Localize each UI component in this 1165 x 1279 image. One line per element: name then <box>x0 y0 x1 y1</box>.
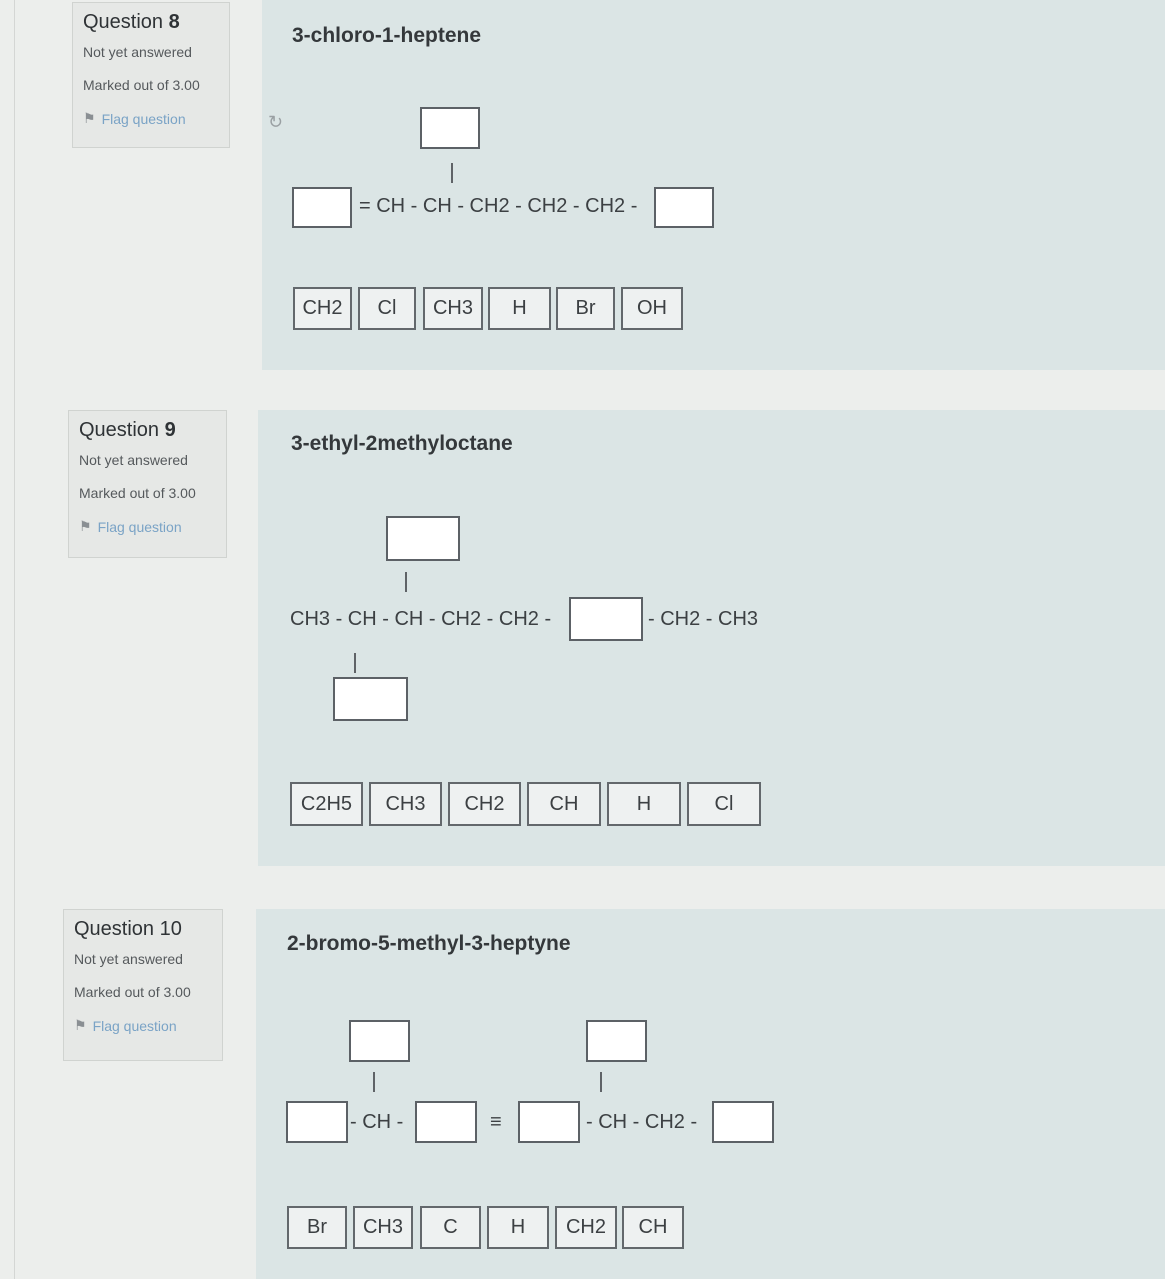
bond-vertical <box>600 1072 602 1092</box>
question-9-flag-button[interactable] <box>79 518 216 535</box>
refresh-icon: ↻ <box>268 112 284 132</box>
flag-icon: ⚑ <box>74 1017 87 1033</box>
question-9-content <box>258 410 1165 866</box>
option-chip[interactable]: H <box>487 1206 549 1249</box>
option-chip[interactable]: CH3 <box>353 1206 413 1249</box>
drop-zone-top-substituent-right[interactable] <box>586 1020 647 1062</box>
drop-zone-top-substituent[interactable] <box>386 516 460 561</box>
question-10-content <box>256 909 1165 1279</box>
drop-zone-left-end[interactable] <box>292 187 352 228</box>
option-chip[interactable]: H <box>488 287 551 330</box>
bond-vertical <box>451 163 453 183</box>
option-chip[interactable]: CH2 <box>448 782 521 826</box>
question-8-title: 3-chloro-1-heptene <box>292 24 482 47</box>
question-8-flag-button[interactable] <box>83 110 219 127</box>
drop-zone-mid-chain[interactable] <box>569 597 643 641</box>
flag-label: Flag question <box>92 1017 177 1034</box>
flag-icon: ⚑ <box>83 110 96 126</box>
flag-icon: ⚑ <box>79 518 92 534</box>
page-edge-divider <box>14 0 15 1279</box>
option-chip[interactable]: Br <box>287 1206 347 1249</box>
question-8-label: Question 8 <box>83 11 180 33</box>
option-chip[interactable]: CH3 <box>423 287 483 330</box>
bond-vertical <box>354 653 356 673</box>
question-8-info <box>72 2 230 148</box>
question-10-flag-button[interactable] <box>74 1017 212 1034</box>
drop-zone-top-substituent-left[interactable] <box>349 1020 410 1062</box>
triple-bond-symbol: ≡ <box>490 1111 502 1133</box>
question-9-info <box>68 410 227 558</box>
drop-zone-left-end[interactable] <box>286 1101 348 1143</box>
question-8-content <box>262 0 1165 370</box>
drop-zone-triple-bond-left[interactable] <box>415 1101 477 1143</box>
bond-vertical <box>405 572 407 592</box>
flag-label: Flag question <box>101 110 186 127</box>
question-10-title: 2-bromo-5-methyl-3-heptyne <box>287 932 571 955</box>
question-10-marks: Marked out of 3.00 <box>74 984 191 1000</box>
option-chip[interactable]: C <box>420 1206 481 1249</box>
chain-segment: = CH - CH - CH2 - CH2 - CH2 - <box>359 195 638 217</box>
option-chip[interactable]: H <box>607 782 681 826</box>
option-chip[interactable]: CH3 <box>369 782 442 826</box>
chain-segment: CH3 - CH - CH - CH2 - CH2 - <box>290 608 552 630</box>
question-9-status: Not yet answered <box>79 452 188 468</box>
chain-segment: - CH - CH2 - <box>586 1111 698 1133</box>
question-9-label: Question 9 <box>79 419 176 441</box>
question-10-info <box>63 909 223 1061</box>
question-8-status: Not yet answered <box>83 44 192 60</box>
drop-zone-bottom-substituent[interactable] <box>333 677 408 721</box>
option-chip[interactable]: Cl <box>358 287 416 330</box>
question-8-marks: Marked out of 3.00 <box>83 77 200 93</box>
drop-zone-triple-bond-right[interactable] <box>518 1101 580 1143</box>
question-9-title: 3-ethyl-2methyloctane <box>291 432 513 455</box>
chain-segment: - CH - <box>350 1111 404 1133</box>
drop-zone-right-end[interactable] <box>712 1101 774 1143</box>
option-chip[interactable]: Cl <box>687 782 761 826</box>
option-chip[interactable]: CH2 <box>555 1206 617 1249</box>
drop-zone-right-end[interactable] <box>654 187 714 228</box>
option-chip[interactable]: CH2 <box>293 287 352 330</box>
option-chip[interactable]: OH <box>621 287 683 330</box>
bond-vertical <box>373 1072 375 1092</box>
option-chip[interactable]: CH <box>527 782 601 826</box>
question-10-label: Question 10 <box>74 918 182 940</box>
option-chip[interactable]: C2H5 <box>290 782 363 826</box>
option-chip[interactable]: Br <box>556 287 615 330</box>
question-10-status: Not yet answered <box>74 951 183 967</box>
drop-zone-top-substituent[interactable] <box>420 107 480 149</box>
flag-label: Flag question <box>97 518 182 535</box>
option-chip[interactable]: CH <box>622 1206 684 1249</box>
chain-segment: - CH2 - CH3 <box>648 608 759 630</box>
question-9-marks: Marked out of 3.00 <box>79 485 196 501</box>
